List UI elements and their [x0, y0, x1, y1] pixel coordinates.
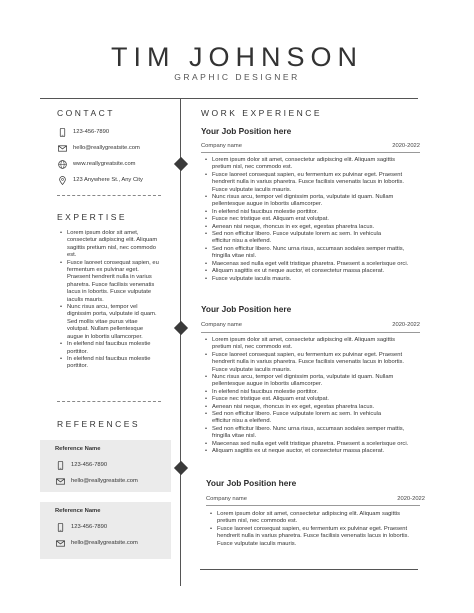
reference-phone — [55, 522, 107, 532]
globe-icon — [57, 159, 67, 169]
job-2-divider — [201, 332, 420, 333]
bullet-item: • Fusce laoreet consequat sapien, eu fermentum ex pulvinar eget. Praesent hendrerit nulla in varius pharetra. Fusce facilisis venenatis lacus in lobortis. Fusce vulputate iaculis mauris. — [205, 352, 420, 374]
reference-email-text[interactable]: hello@reallygreatsite.com — [71, 478, 138, 484]
bullet-item: • Maecenas sed nulla eget velit tristique pharetra. Praesent a scelerisque orci. — [205, 261, 420, 268]
bullet-item: • Fusce nec tristique est. Aliquam erat volutpat. — [205, 216, 420, 223]
bullet-item: • Fusce laoreet consequat sapien, eu fermentum ex pulvinar eget. Praesent hendrerit nulla in varius pharetra. Fusce facilisis venenatis lacus in lobortis. Fusce vulputate iaculis mauris. — [210, 526, 420, 548]
bullet-item: • Fusce laoreet consequat sapien, eu fermentum ex pulvinar eget. Praesent hendrerit nulla in varius pharetra. Fusce facilisis venenatis lacus in lobortis. Fusce vulputate iaculis mauris. — [60, 260, 172, 304]
timeline-diamond-2 — [174, 321, 188, 335]
expertise-divider — [57, 401, 161, 402]
bullet-item: • Lorem ipsum dolor sit amet, consectetur adipiscing elit. Aliquam sagittis pretium nisl, nec commodo est. — [205, 337, 420, 352]
timeline-diamond-3 — [174, 461, 188, 475]
bullet-item: • Fusce nec tristique est. Aliquam erat volutpat. — [205, 396, 420, 403]
header-divider — [40, 98, 418, 99]
reference-email[interactable] — [55, 538, 138, 548]
contact-email[interactable] — [57, 143, 140, 153]
phone-icon — [57, 127, 67, 137]
job-3-company: Company name — [206, 496, 247, 502]
contact-website[interactable] — [57, 159, 136, 169]
expertise-heading: EXPERTISE — [57, 212, 128, 222]
references-heading: REFERENCES — [57, 419, 141, 429]
bullet-item: • Lorem ipsum dolor sit amet, consectetur adipiscing elit. Aliquam sagittis pretium nisl, nec commodo est. — [205, 157, 420, 172]
contact-phone-text: 123-456-7890 — [73, 129, 110, 135]
footer-divider — [200, 569, 418, 570]
job-3-divider — [206, 505, 420, 506]
job-2-bullets — [205, 337, 420, 456]
bullet-item: • Nunc risus arcu, tempor vel dignissim porta, vulputate id quam. Nullam pellentesque augue in lobortis ullamcorper. — [205, 194, 420, 209]
reference-phone-text: 123-456-7890 — [71, 462, 108, 468]
job-1-company: Company name — [201, 143, 242, 149]
job-1-dates: 2020-2022 — [392, 143, 420, 149]
contact-heading: CONTACT — [57, 108, 115, 118]
job-3-bullets — [210, 511, 420, 548]
reference-phone-text: 123-456-7890 — [71, 524, 108, 530]
contact-website-text[interactable]: www.reallygreatsite.com — [73, 161, 136, 167]
contact-divider — [57, 195, 161, 196]
contact-address-text: 123 Anywhere St., Any City — [73, 177, 143, 183]
expertise-list — [60, 230, 172, 371]
bullet-item: • Maecenas sed nulla eget velit tristique pharetra. Praesent a scelerisque orci. — [205, 441, 420, 448]
bullet-item: • Fusce laoreet consequat sapien, eu fermentum ex pulvinar eget. Praesent hendrerit nulla in varius pharetra. Fusce facilisis venenatis lacus in lobortis. Fusce vulputate iaculis mauris. — [205, 172, 420, 194]
phone-icon — [55, 522, 65, 532]
location-pin-icon — [57, 175, 67, 185]
bullet-item: • In eleifend nisl faucibus molestie porttitor. — [60, 341, 172, 356]
job-1-bullets — [205, 157, 420, 283]
job-2-company: Company name — [201, 322, 242, 328]
job-1-position: Your Job Position here — [201, 126, 292, 136]
bullet-item: • In eleifend nisl faucibus molestie porttitor. — [205, 389, 420, 396]
mail-icon — [55, 538, 65, 548]
reference-card-1 — [40, 440, 171, 492]
resume-name: TIM JOHNSON — [111, 42, 363, 72]
job-3-position: Your Job Position here — [206, 478, 297, 488]
phone-icon — [55, 460, 65, 470]
reference-email[interactable] — [55, 476, 138, 486]
mail-icon — [55, 476, 65, 486]
bullet-item: • Nunc risus arcu, tempor vel dignissim porta, vulputate id quam. Nullam pellentesque augue in lobortis ullamcorper. — [205, 374, 420, 389]
job-3-dates: 2020-2022 — [397, 496, 425, 502]
bullet-item: • Lorem ipsum dolor sit amet, consectetur adipiscing elit. Aliquam sagittis pretium nisl, nec commodo est. — [60, 230, 172, 260]
references-spacer — [40, 412, 171, 413]
bullet-item: • In eleifend nisl faucibus molestie porttitor. — [205, 209, 420, 216]
bullet-item: • Sed non efficitur libero. Nunc urna risus, accumsan sodales semper mattis, fringilla vitae nisl. — [205, 426, 420, 441]
bullet-item: • Aliquam sagittis ex ut neque auctor, et consectetur massa placerat. — [205, 448, 420, 455]
bullet-item: • Sed non efficitur libero. Fusce vulputate lorem ac sem. In vehicula efficitur nisu a eleifend. — [205, 411, 420, 426]
job-2-dates: 2020-2022 — [392, 322, 420, 328]
bullet-item: • Aenean nisi neque, rhoncus in ex eget, egestas pharetra lacus. — [205, 404, 420, 411]
contact-address — [57, 175, 143, 185]
reference-name: Reference Name — [55, 508, 101, 514]
bullet-item: • Lorem ipsum dolor sit amet, consectetur adipiscing elit. Aliquam sagittis pretium nisl, nec commodo est. — [210, 511, 420, 526]
contact-phone — [57, 127, 109, 137]
work-experience-heading: WORK EXPERIENCE — [201, 108, 323, 118]
bullet-item: • Fusce vulputate iaculis mauris. — [205, 276, 420, 283]
job-1-divider — [201, 152, 420, 153]
job-2-position: Your Job Position here — [201, 304, 292, 314]
bullet-item: • Sed non efficitur libero. Fusce vulputate lorem ac sem. In vehicula efficitur nisu a eleifend. — [205, 231, 420, 246]
reference-card-2 — [40, 502, 171, 559]
bullet-item: • Aenean nisi neque, rhoncus in ex eget, egestas pharetra lacus. — [205, 224, 420, 231]
contact-email-text[interactable]: hello@reallygreatsite.com — [73, 145, 140, 151]
bullet-item: • Aliquam sagittis ex ut neque auctor, et consectetur massa placerat. — [205, 268, 420, 275]
reference-phone — [55, 460, 107, 470]
timeline-diamond-1 — [174, 157, 188, 171]
reference-email-text[interactable]: hello@reallygreatsite.com — [71, 540, 138, 546]
reference-name: Reference Name — [55, 446, 101, 452]
bullet-item: • Nunc risus arcu, tempor vel dignissim porta, vulputate id quam. Sed mollis vitae purus vitae volutpat. Nullam pellentesque augue in lobortis ullamcorper. — [60, 304, 172, 341]
mail-icon — [57, 143, 67, 153]
resume-subtitle: GRAPHIC DESIGNER — [174, 72, 300, 82]
bullet-item: • Sed non efficitur libero. Nunc urna risus, accumsan sodales semper mattis, fringilla vitae nisl. — [205, 246, 420, 261]
bullet-item: • In eleifend nisl faucibus molestie porttitor. — [60, 356, 172, 371]
